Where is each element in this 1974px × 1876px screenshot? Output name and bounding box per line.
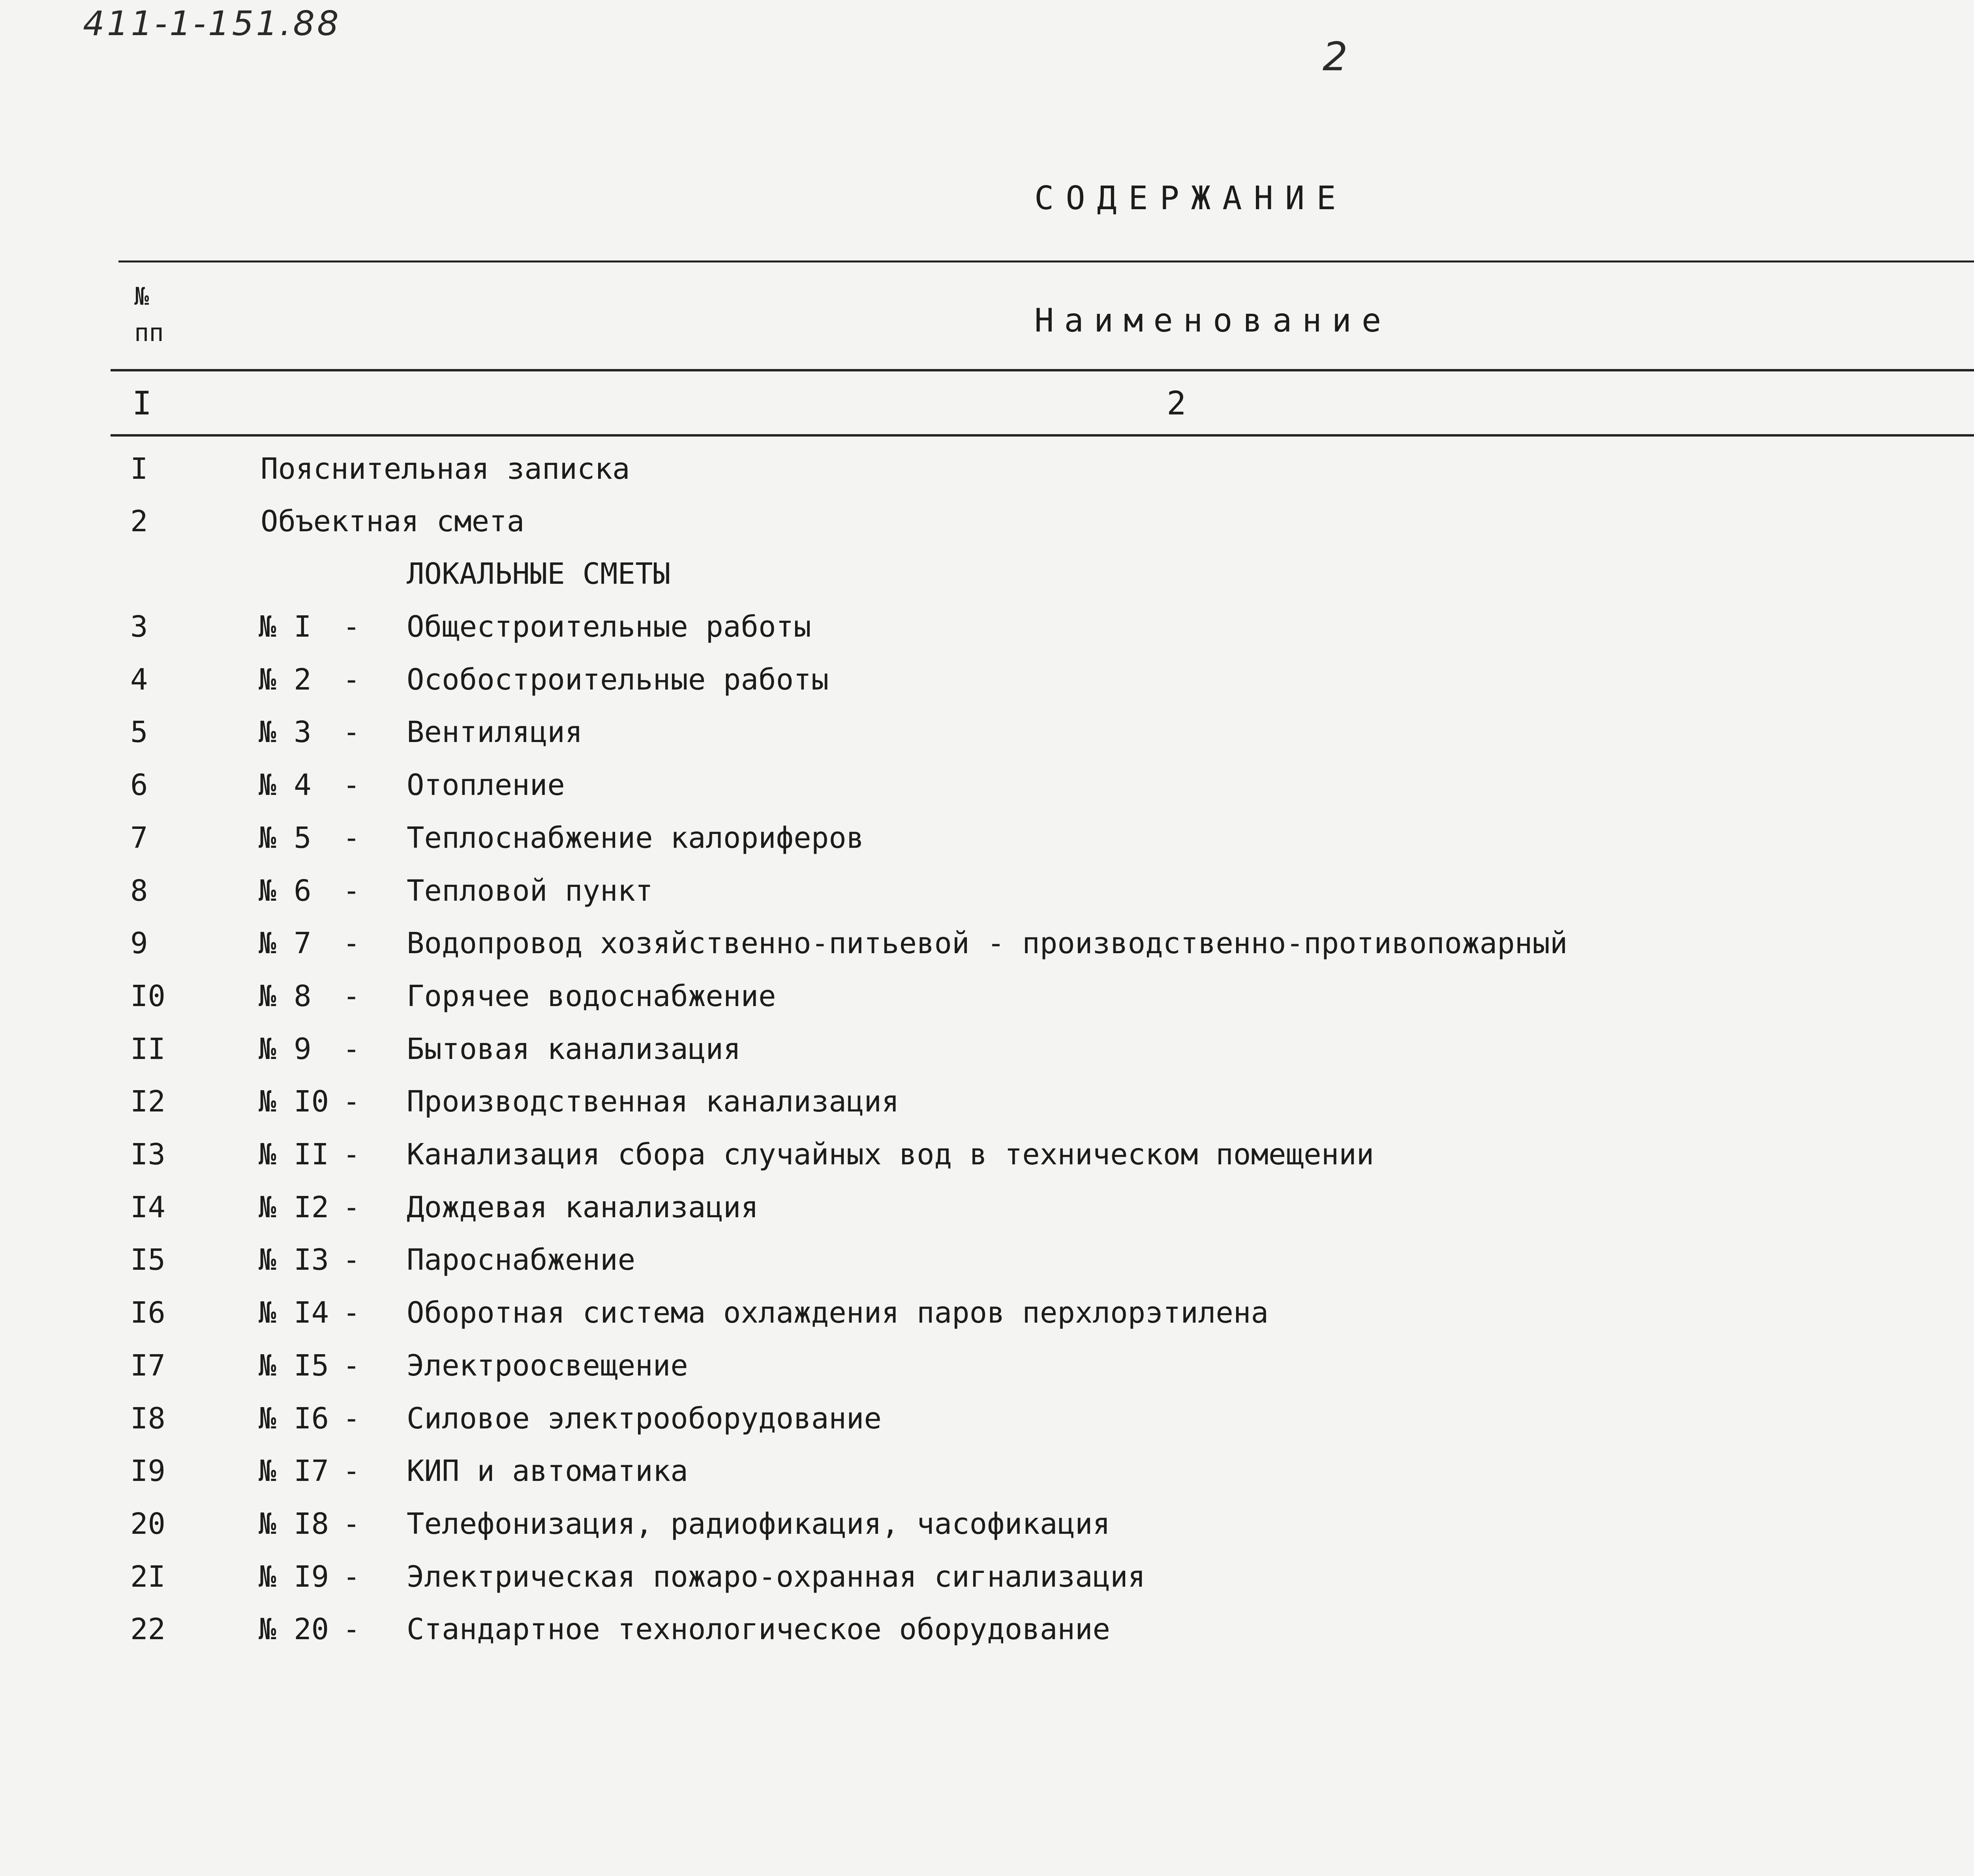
row-title: Горячее водоснабжение [407,979,776,1013]
row-dash: - [343,1190,360,1224]
row-dash: - [343,1402,360,1436]
table-row [0,1296,1974,1343]
row-title: Силовое электрооборудование [407,1402,882,1436]
estimate-number: № 7 [259,926,311,960]
row-number: 3 [130,610,148,644]
row-number: 22 [130,1612,166,1646]
estimate-number: № 20 [259,1612,329,1646]
row-title: Отопление [407,768,565,802]
document-code: 411-1-151.88 [83,4,341,43]
row-number: I [130,452,148,486]
row-dash: - [343,1296,360,1330]
row-number: 7 [130,821,148,855]
row-number: 2 [130,504,148,538]
section-heading-row [0,557,1974,604]
estimate-number: № I3 [259,1243,329,1277]
row-number: 8 [130,874,148,908]
row-title: Канализация сбора случайных вод в техническом помещении [407,1138,1374,1171]
estimate-number: № I7 [259,1454,329,1488]
estimate-number: № I [259,610,311,644]
table-row [0,1349,1974,1396]
row-number: I4 [130,1190,166,1224]
row-number: 20 [130,1507,166,1541]
table-row [0,1085,1974,1132]
row-dash: - [343,926,360,960]
row-title: Объектная смета [261,504,525,538]
column-numbers-rule [111,434,1974,437]
row-number: I6 [130,1296,166,1330]
table-row [0,1402,1974,1449]
row-dash: - [343,663,360,697]
estimate-number: № I6 [259,1402,329,1436]
row-dash: - [343,1032,360,1066]
row-dash: - [343,1243,360,1277]
header-rule [111,369,1974,371]
row-dash: - [343,1138,360,1171]
row-number: I9 [130,1454,166,1488]
row-dash: - [343,610,360,644]
row-dash: - [343,1560,360,1594]
row-dash: - [343,1085,360,1119]
row-title: Электрическая пожаро-охранная сигнализация [407,1560,1146,1594]
row-number: I2 [130,1085,166,1119]
estimate-number: № II [259,1138,329,1171]
row-title: Бытовая канализация [407,1032,741,1066]
row-number: 2I [130,1560,166,1594]
row-dash: - [343,1349,360,1383]
row-title: Пароснабжение [407,1243,636,1277]
row-number: 4 [130,663,148,697]
row-dash: - [343,715,360,749]
table-row [0,1612,1974,1660]
row-title: Оборотная система охлаждения паров перхлорэтилена [407,1296,1269,1330]
table-row [0,715,1974,763]
header-number-symbol: № [134,282,149,311]
table-row [0,1032,1974,1079]
row-dash: - [343,1454,360,1488]
row-number: 6 [130,768,148,802]
row-title: Тепловой пункт [407,874,653,908]
row-dash: - [343,1507,360,1541]
row-dash: - [343,874,360,908]
header-number-column [134,278,164,351]
table-row [0,1138,1974,1185]
table-row [0,504,1974,552]
row-number: I8 [130,1402,166,1436]
row-number: I3 [130,1138,166,1171]
table-row [0,1454,1974,1501]
estimate-number: № I0 [259,1085,329,1119]
estimate-number: № I4 [259,1296,329,1330]
row-number: 5 [130,715,148,749]
row-number: 9 [130,926,148,960]
row-number: I5 [130,1243,166,1277]
row-title: Телефонизация, радиофикация, часофикация [407,1507,1111,1541]
table-row [0,1190,1974,1238]
column-number-2: 2 [1167,385,1186,422]
row-dash: - [343,1612,360,1646]
estimate-number: № I5 [259,1349,329,1383]
row-title: Пояснительная записка [261,452,630,486]
row-dash: - [343,979,360,1013]
row-title: Вентиляция [407,715,583,749]
row-title: Производственная канализация [407,1085,899,1119]
estimate-number: № 5 [259,821,311,855]
table-row [0,979,1974,1027]
estimate-number: № 3 [259,715,311,749]
table-row [0,768,1974,815]
row-number: I7 [130,1349,166,1383]
row-dash: - [343,821,360,855]
estimate-number: № 2 [259,663,311,697]
row-title: Общестроительные работы [407,610,811,644]
row-number: I0 [130,979,166,1013]
table-row [0,1507,1974,1554]
table-row [0,663,1974,710]
table-row [0,1243,1974,1290]
table-row [0,1560,1974,1607]
estimate-number: № 8 [259,979,311,1013]
header-number-label: пп [134,318,164,347]
row-title: Особостроительные работы [407,663,829,697]
estimate-number: № I2 [259,1190,329,1224]
page-number: 2 [1323,34,1348,80]
row-title: Дождевая канализация [407,1190,759,1224]
table-row [0,821,1974,868]
estimate-number: № I8 [259,1507,329,1541]
column-number-1: I [132,385,152,422]
row-title: Теплоснабжение калориферов [407,821,864,855]
estimate-number: № 6 [259,874,311,908]
table-row [0,926,1974,974]
row-dash: - [343,768,360,802]
row-title: Водопровод хозяйственно-питьевой - производственно-противопожарный [407,926,1568,960]
section-heading: ЛОКАЛЬНЫЕ СМЕТЫ [407,557,671,591]
row-number: II [130,1032,166,1066]
row-title: КИП и автоматика [407,1454,688,1488]
top-rule [118,261,1974,262]
estimate-number: № 4 [259,768,311,802]
row-title: Стандартное технологическое оборудование [407,1612,1111,1646]
page-title: СОДЕРЖАНИЕ [1034,180,1348,217]
estimate-number: № 9 [259,1032,311,1066]
row-title: Электроосвещение [407,1349,688,1383]
header-name-column: Наименование [1034,302,1392,339]
table-row [0,610,1974,657]
table-row [0,874,1974,921]
table-row [0,452,1974,499]
estimate-number: № I9 [259,1560,329,1594]
